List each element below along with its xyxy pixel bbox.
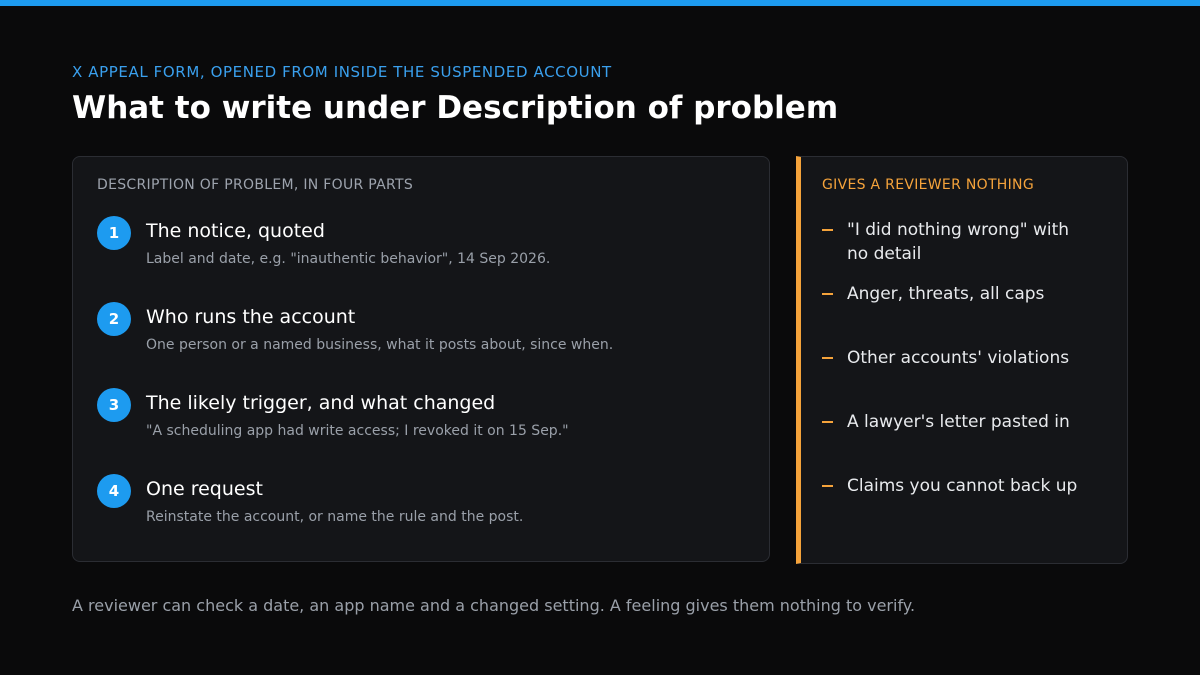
avoid-item-text: A lawyer's letter pasted in <box>847 412 1070 432</box>
step-item <box>97 474 737 534</box>
step-description: One person or a named business, what it posts about, since when. <box>146 337 614 353</box>
step-description: "A scheduling app had write access; I revoked it on 15 Sep." <box>146 423 569 439</box>
step-title: The likely trigger, and what changed <box>146 392 496 414</box>
dash-icon <box>822 357 833 359</box>
dash-icon <box>822 293 833 295</box>
step-number-badge: 2 <box>97 302 131 336</box>
step-title: The notice, quoted <box>146 220 325 242</box>
step-item <box>97 216 737 276</box>
step-item <box>97 388 737 448</box>
page-title: What to write under Description of problem <box>72 90 839 126</box>
avoid-list-label: GIVES A REVIEWER NOTHING <box>822 177 1034 193</box>
avoid-item-text: Other accounts' violations <box>847 348 1070 368</box>
eyebrow-label: X APPEAL FORM, OPENED FROM INSIDE THE SUSPENDED ACCOUNT <box>72 63 612 81</box>
avoid-item-text: "I did nothing wrong" with no detail <box>847 220 1070 264</box>
step-number-badge: 1 <box>97 216 131 250</box>
step-description: Reinstate the account, or name the rule and the post. <box>146 509 524 525</box>
dash-icon <box>822 421 833 423</box>
four-parts-card <box>72 156 770 562</box>
step-title: Who runs the account <box>146 306 356 328</box>
step-item <box>97 302 737 362</box>
footer-note: A reviewer can check a date, an app name and a changed setting. A feeling gives them nothing to verify. <box>72 596 916 615</box>
dash-icon <box>822 229 833 231</box>
step-number-badge: 4 <box>97 474 131 508</box>
avoid-item-text: Claims you cannot back up <box>847 476 1078 496</box>
step-number-badge: 3 <box>97 388 131 422</box>
avoid-list-card <box>796 156 1128 564</box>
step-description: Label and date, e.g. "inauthentic behavior", 14 Sep 2026. <box>146 251 551 267</box>
step-title: One request <box>146 478 263 500</box>
four-parts-label: DESCRIPTION OF PROBLEM, IN FOUR PARTS <box>97 177 414 193</box>
top-accent-bar <box>0 0 1200 6</box>
dash-icon <box>822 485 833 487</box>
avoid-item-text: Anger, threats, all caps <box>847 284 1045 304</box>
